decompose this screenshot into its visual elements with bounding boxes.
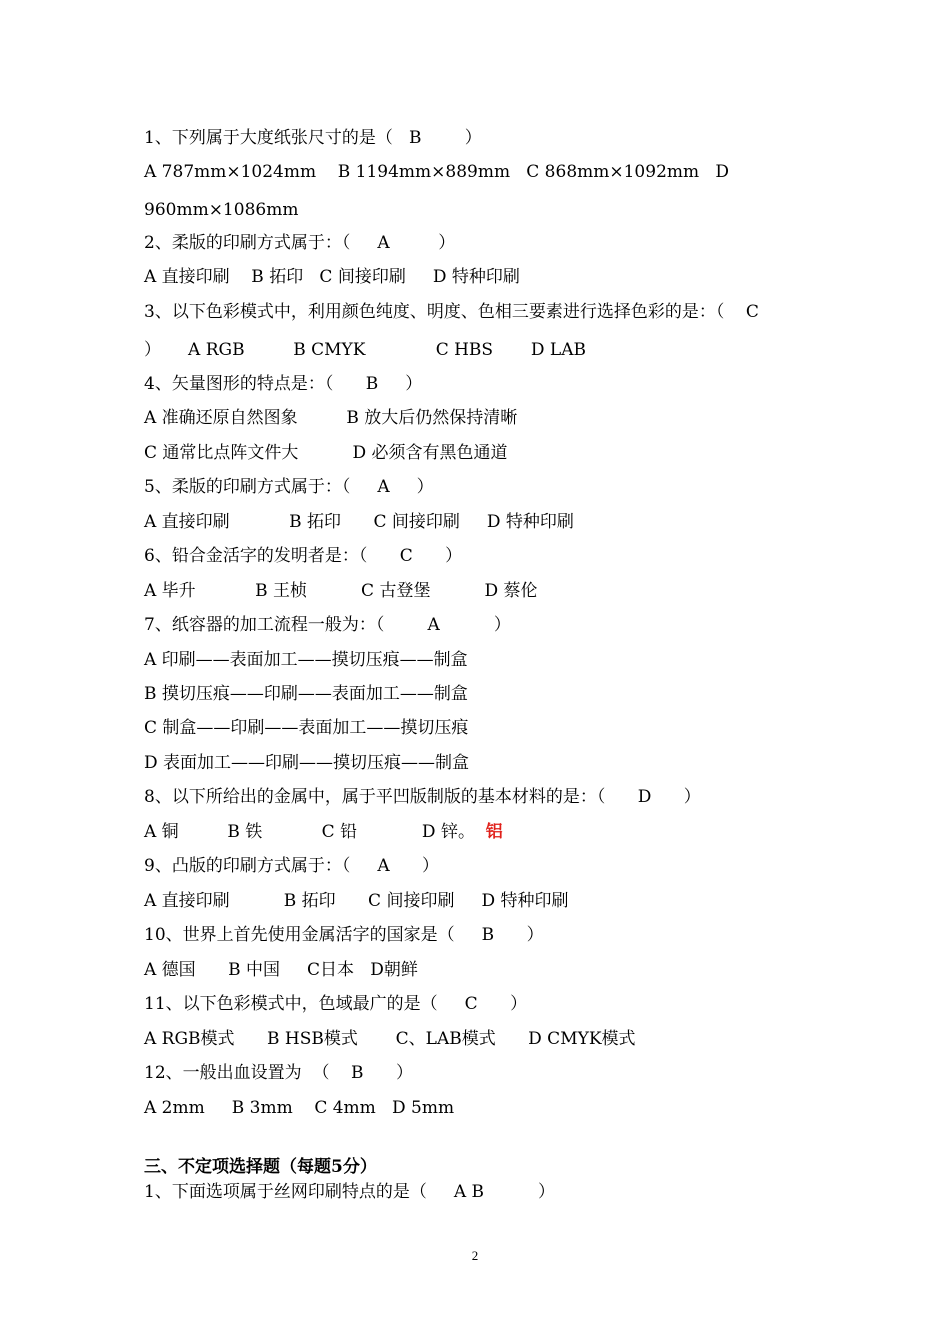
q8-options-row bbox=[144, 821, 503, 843]
q1-options: A 787mm×1024mm B 1194mm×889mm C 868mm×1092mm D bbox=[144, 162, 729, 182]
q3-options: ） A RGB B CMYK C HBS D LAB bbox=[144, 340, 586, 360]
q4-options-cd: C 通常比点阵文件大 D 必须含有黑色通道 bbox=[144, 443, 508, 463]
q12-options: A 2mm B 3mm C 4mm D 5mm bbox=[144, 1098, 455, 1118]
q2-options: A 直接印刷 B 拓印 C 间接印刷 D 特种印刷 bbox=[144, 267, 520, 287]
q4-options-ab: A 准确还原自然图象 B 放大后仍然保持清晰 bbox=[144, 408, 518, 428]
section-q1-question: 1、下面选项属于丝网印刷特点的是（ A B ） bbox=[144, 1182, 556, 1202]
q2-question: 2、柔版的印刷方式属于：（ A ） bbox=[144, 233, 456, 253]
q1-options-cont: 960mm×1086mm bbox=[144, 200, 299, 220]
q12-question: 12、一般出血设置为 （ B ） bbox=[144, 1063, 413, 1083]
red-annotation: 铝 bbox=[485, 822, 503, 842]
q5-options: A 直接印刷 B 拓印 C 间接印刷 D 特种印刷 bbox=[144, 512, 574, 532]
q1-question: 1、下列属于大度纸张尺寸的是（ B ） bbox=[144, 128, 482, 148]
q7-option-b: B 摸切压痕——印刷——表面加工——制盒 bbox=[144, 684, 468, 704]
q10-question: 10、世界上首先使用金属活字的国家是（ B ） bbox=[144, 925, 544, 945]
q5-question: 5、柔版的印刷方式属于：（ A ） bbox=[144, 477, 434, 497]
q11-options: A RGB模式 B HSB模式 C、LAB模式 D CMYK模式 bbox=[144, 1029, 636, 1049]
q4-question: 4、矢量图形的特点是：（ B ） bbox=[144, 374, 423, 394]
q10-options: A 德国 B 中国 C日本 D朝鲜 bbox=[144, 960, 418, 980]
q9-options: A 直接印刷 B 拓印 C 间接印刷 D 特种印刷 bbox=[144, 891, 569, 911]
q8-options: A 铜 B 铁 C 铅 D 锌。 bbox=[144, 822, 475, 842]
q6-options: A 毕升 B 王桢 C 古登堡 D 蔡伦 bbox=[144, 581, 538, 601]
section-heading: 三、不定项选择题（每题5分） bbox=[144, 1157, 377, 1177]
q3-question: 3、以下色彩模式中，利用颜色纯度、明度、色相三要素进行选择色彩的是：（ C bbox=[144, 302, 759, 322]
q7-question: 7、纸容器的加工流程一般为：（ A ） bbox=[144, 615, 511, 635]
q11-question: 11、以下色彩模式中，色域最广的是（ C ） bbox=[144, 994, 528, 1014]
q9-question: 9、凸版的印刷方式属于：（ A ） bbox=[144, 856, 440, 876]
q8-question: 8、以下所给出的金属中，属于平凹版制版的基本材料的是：（ D ） bbox=[144, 787, 701, 807]
q6-question: 6、铅合金活字的发明者是：（ C ） bbox=[144, 546, 463, 566]
q7-option-a: A 印刷——表面加工——摸切压痕——制盒 bbox=[144, 650, 468, 670]
q7-option-c: C 制盒——印刷——表面加工——摸切压痕 bbox=[144, 718, 469, 738]
q7-option-d: D 表面加工——印刷——摸切压痕——制盒 bbox=[144, 753, 470, 773]
page-number: 2 bbox=[471, 1248, 479, 1263]
